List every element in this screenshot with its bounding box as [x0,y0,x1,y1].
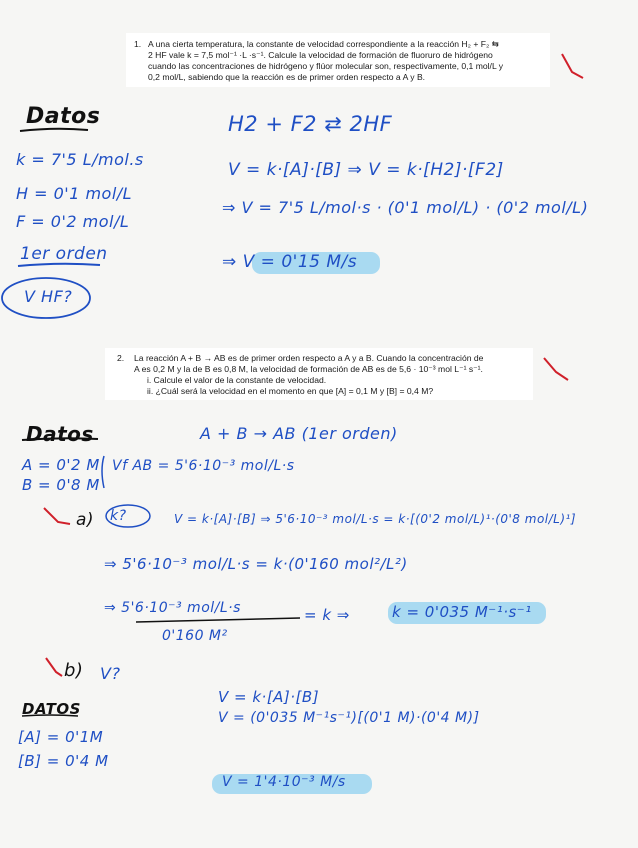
problem-2-line: La reacción A + B → AB es de primer orden respecto a A y a B. Cuando la concentración de [134,353,484,363]
question-vhf: V HF? [24,287,73,306]
rate-law-1: V = k·[A]·[B] ⇒ V = k·[H2]·[F2] [228,160,504,180]
order-underline [18,264,100,266]
datos-b-title: DATOS [22,700,81,718]
k-circle [106,505,150,527]
check-mark-a [44,508,70,524]
given-h: H = 0'1 mol/L [16,184,133,203]
question-v: V? [100,664,121,683]
rate-calc-3: V = (0'035 M⁻¹s⁻¹)[(0'1 M)·(0'4 M)] [218,710,480,726]
check-mark-2 [544,358,568,380]
problem-1-line: A una cierta temperatura, la constante de velocidad correspondiente a la reacción H₂ + F₂ ⇆ [148,39,499,49]
fraction-bar [136,618,300,622]
check-mark-1 [562,54,583,78]
question-circle [2,278,90,318]
problem-2-line: A es 0,2 M y la de B es 0,8 M, la velocidad de formación de AB es de 5,6 · 10⁻³ mol L⁻¹ s⁻¹. [134,364,483,374]
datos-b-underline [22,715,78,716]
part-a-label: a) [76,510,95,530]
reaction-equation: H2 + F2 ⇄ 2HF [228,112,393,136]
result-3: V = 1'4·10⁻³ M/s [222,774,346,790]
problem-2-line: i. Calcule el valor de la constante de velocidad. [147,375,327,385]
given-cb: [B] = 0'4 M [18,752,109,770]
given-order: 1er orden [20,244,108,264]
given-f: F = 0'2 mol/L [16,212,130,231]
given-a: A = 0'2 M [22,456,100,474]
fraction-numerator: ⇒ 5'6·10⁻³ mol/L·s [104,600,241,616]
problem-1-line: 2 HF vale k = 7,5 mol⁻¹ ·L ·s⁻¹. Calcule la velocidad de formación de fluoruro de hidrógeno [148,50,493,60]
rate-calc-1: ⇒ V = 7'5 L/mol·s · (0'1 mol/L) · (0'2 mol/L) [222,198,589,217]
given-vab: Vf AB = 5'6·10⁻³ mol/L·s [112,458,295,474]
result-2: k = 0'035 M⁻¹·s⁻¹ [392,603,532,621]
question-k: k? [110,508,127,524]
reaction-2: A + B → AB (1er orden) [200,424,398,443]
problem-1-line: cuando las concentraciones de hidrógeno y flúor molecular son, respectivamente, 0,1 mol/L y [148,61,504,71]
given-ca: [A] = 0'1M [18,728,104,746]
datos-underline [20,129,88,131]
fraction-denominator: 0'160 M² [162,628,228,644]
rate-calc-2: ⇒ 5'6·10⁻³ mol/L·s = k·(0'160 mol²/L²) [104,555,408,573]
datos-title-2: Datos [26,422,94,446]
problem-2-line: ii. ¿Cuál será la velocidad en el momento en que [A] = 0,1 M y [B] = 0,4 M? [147,386,434,396]
problem-2-number: 2. [117,353,125,363]
rate-law-3: V = k·[A]·[B] [218,688,320,706]
brace [102,456,104,488]
datos-underline-2 [22,438,98,440]
part-b-label: b) [64,660,84,681]
fraction-rest: = k ⇒ [304,606,350,624]
problem-1-number: 1. [134,39,142,49]
result-1: ⇒ V = 0'15 M/s [222,252,358,272]
given-b: B = 0'8 M [22,476,100,494]
rate-law-2: V = k·[A]·[B] ⇒ 5'6·10⁻³ mol/L·s = k·[(0'2 mol/L)¹·(0'8 mol/L)¹] [174,512,577,526]
datos-title: Datos [26,104,101,129]
problem-1-line: 0,2 mol/L, sabiendo que la reacción es de primer orden respecto a A y B. [148,72,426,82]
check-mark-b [46,658,62,676]
given-k: k = 7'5 L/mol.s [16,150,144,169]
